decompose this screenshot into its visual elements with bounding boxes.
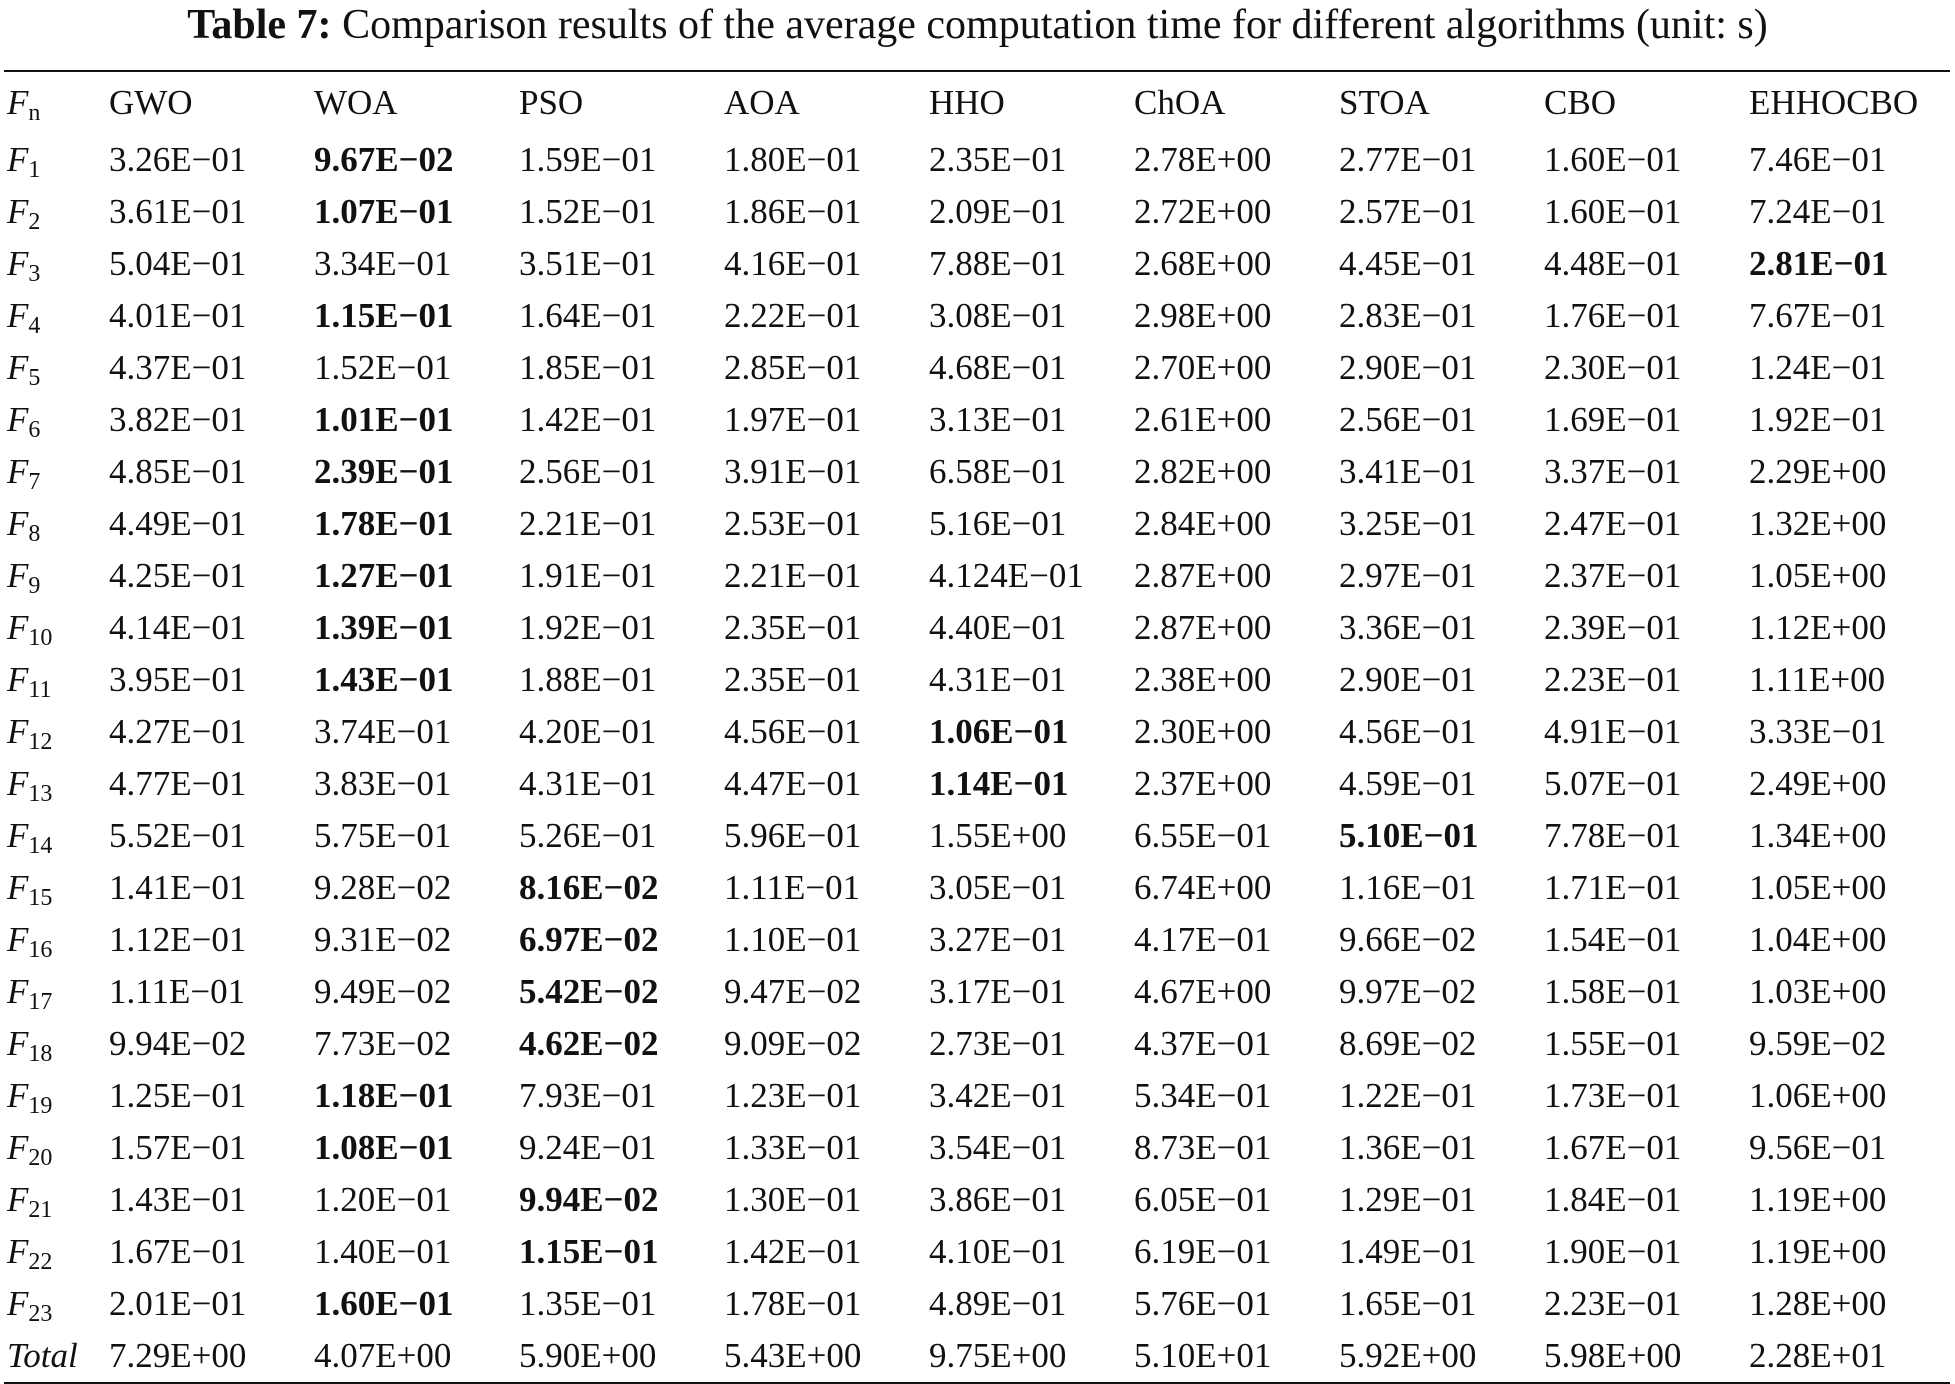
table-cell: 1.52E−01 — [314, 348, 452, 387]
table-cell: 1.64E−01 — [519, 296, 657, 335]
table-cell: 6.74E+00 — [1134, 868, 1272, 907]
header-pso: PSO — [519, 83, 584, 122]
table-cell: 5.07E−01 — [1544, 764, 1682, 803]
table-cell: 6.55E−01 — [1134, 816, 1272, 855]
table-cell: 9.67E−02 — [314, 140, 454, 179]
table-cell: 9.47E−02 — [724, 972, 862, 1011]
table-cell: 4.37E−01 — [1134, 1024, 1272, 1063]
table-cell: 2.85E−01 — [724, 348, 862, 387]
row-function-label: $F_{13}$ — [7, 764, 53, 807]
row-function-label: $F_6$ — [7, 400, 41, 443]
table-cell: 1.60E−01 — [314, 1284, 454, 1323]
table-cell: 2.97E−01 — [1339, 556, 1477, 595]
table-cell: 1.28E+00 — [1749, 1284, 1887, 1323]
row-function-label: $F_5$ — [7, 348, 41, 391]
table-cell: 2.38E+00 — [1134, 660, 1272, 699]
table-row — [4, 914, 1950, 966]
table-cell: 1.30E−01 — [724, 1180, 862, 1219]
table-cell: 2.87E+00 — [1134, 608, 1272, 647]
table-cell: 2.37E−01 — [1544, 556, 1682, 595]
table-cell: 2.90E−01 — [1339, 660, 1477, 699]
row-function-label: $F_2$ — [7, 192, 41, 235]
table-cell: 8.16E−02 — [519, 868, 659, 907]
table-cell: 1.06E−01 — [929, 712, 1069, 751]
table-cell: 2.01E−01 — [109, 1284, 247, 1323]
table-cell: 3.83E−01 — [314, 764, 452, 803]
table-cell: 2.30E+00 — [1134, 712, 1272, 751]
table-row — [4, 758, 1950, 810]
header-ehhocbo: EHHOCBO — [1749, 83, 1919, 122]
table-cell: 1.29E−01 — [1339, 1180, 1477, 1219]
table-cell: 1.97E−01 — [724, 400, 862, 439]
table-cell: 1.58E−01 — [1544, 972, 1682, 1011]
table-cell: 4.17E−01 — [1134, 920, 1272, 959]
table-cell: 4.10E−01 — [929, 1232, 1067, 1271]
table-cell: 6.58E−01 — [929, 452, 1067, 491]
table-cell: 4.25E−01 — [109, 556, 247, 595]
table-cell: 2.21E−01 — [724, 556, 862, 595]
table-cell: 1.84E−01 — [1544, 1180, 1682, 1219]
row-function-label: $F_{21}$ — [7, 1180, 53, 1223]
row-function-label: $F_{15}$ — [7, 868, 53, 911]
table-cell: 9.28E−02 — [314, 868, 452, 907]
table-cell: 1.14E−01 — [929, 764, 1069, 803]
table-cell: 9.94E−02 — [109, 1024, 247, 1063]
table-cell: 1.04E+00 — [1749, 920, 1887, 959]
table-cell: 1.49E−01 — [1339, 1232, 1477, 1271]
row-function-label: $F_{14}$ — [7, 816, 53, 859]
table-row — [4, 498, 1950, 550]
table-caption-text: Comparison results of the average computation time for different algorithms (unit: s) — [342, 2, 1768, 48]
table-row — [4, 654, 1950, 706]
row-function-label: $F_3$ — [7, 244, 41, 287]
table-cell: 1.57E−01 — [109, 1128, 247, 1167]
table-cell: 2.35E−01 — [929, 140, 1067, 179]
total-cell: 2.28E+01 — [1749, 1336, 1887, 1375]
table-cell: 1.07E−01 — [314, 192, 454, 231]
table-cell: 7.46E−01 — [1749, 140, 1887, 179]
table-cell: 2.23E−01 — [1544, 1284, 1682, 1323]
row-function-label: $F_{23}$ — [7, 1284, 53, 1327]
table-cell: 3.54E−01 — [929, 1128, 1067, 1167]
total-cell: 5.43E+00 — [724, 1336, 862, 1375]
table-cell: 2.37E+00 — [1134, 764, 1272, 803]
table-cell: 1.12E−01 — [109, 920, 247, 959]
table-cell: 3.41E−01 — [1339, 452, 1477, 491]
table-caption — [0, 2, 1955, 48]
table-cell: 6.05E−01 — [1134, 1180, 1272, 1219]
table-cell: 1.22E−01 — [1339, 1076, 1477, 1115]
table-cell: 4.48E−01 — [1544, 244, 1682, 283]
table-row — [4, 1070, 1950, 1122]
total-cell: 4.07E+00 — [314, 1336, 452, 1375]
table-cell: 2.77E−01 — [1339, 140, 1477, 179]
row-function-label: $F_7$ — [7, 452, 41, 495]
table-cell: 1.92E−01 — [1749, 400, 1887, 439]
table-cell: 1.54E−01 — [1544, 920, 1682, 959]
table-cell: 3.95E−01 — [109, 660, 247, 699]
table-cell: 5.96E−01 — [724, 816, 862, 855]
table-cell: 1.25E−01 — [109, 1076, 247, 1115]
table-cell: 1.16E−01 — [1339, 868, 1477, 907]
table-caption-label: Table 7: — [187, 2, 332, 48]
table-row — [4, 706, 1950, 758]
table-row — [4, 966, 1950, 1018]
table-row — [4, 342, 1950, 394]
table-cell: 1.60E−01 — [1544, 140, 1682, 179]
table-cell: 1.90E−01 — [1544, 1232, 1682, 1271]
table-cell: 1.23E−01 — [724, 1076, 862, 1115]
table-cell: 1.43E−01 — [109, 1180, 247, 1219]
table-cell: 3.61E−01 — [109, 192, 247, 231]
table-cell: 4.59E−01 — [1339, 764, 1477, 803]
table-cell: 3.08E−01 — [929, 296, 1067, 335]
header-choa: ChOA — [1134, 83, 1226, 122]
table-cell: 2.87E+00 — [1134, 556, 1272, 595]
table-cell: 2.61E+00 — [1134, 400, 1272, 439]
table-row — [4, 1174, 1950, 1226]
table-cell: 3.86E−01 — [929, 1180, 1067, 1219]
table-cell: 3.51E−01 — [519, 244, 657, 283]
row-function-label: $F_{19}$ — [7, 1076, 53, 1119]
table-cell: 1.01E−01 — [314, 400, 454, 439]
table-cell: 2.53E−01 — [724, 504, 862, 543]
table-row — [4, 446, 1950, 498]
table-cell: 7.73E−02 — [314, 1024, 452, 1063]
table-row — [4, 1018, 1950, 1070]
table-cell: 1.43E−01 — [314, 660, 454, 699]
table-cell: 1.24E−01 — [1749, 348, 1887, 387]
table-cell: 9.97E−02 — [1339, 972, 1477, 1011]
table-cell: 1.92E−01 — [519, 608, 657, 647]
table-cell: 2.09E−01 — [929, 192, 1067, 231]
table-cell: 5.10E−01 — [1339, 816, 1479, 855]
total-cell: 7.29E+00 — [109, 1336, 247, 1375]
table-cell: 2.83E−01 — [1339, 296, 1477, 335]
table-cell: 1.86E−01 — [724, 192, 862, 231]
table-cell: 9.56E−01 — [1749, 1128, 1887, 1167]
table-cell: 2.56E−01 — [1339, 400, 1477, 439]
results-table-wrap — [4, 70, 1950, 1384]
table-cell: 1.78E−01 — [314, 504, 454, 543]
table-cell: 5.26E−01 — [519, 816, 657, 855]
table-cell: 1.33E−01 — [724, 1128, 862, 1167]
table-cell: 1.60E−01 — [1544, 192, 1682, 231]
header-cbo: CBO — [1544, 83, 1616, 122]
table-row — [4, 1122, 1950, 1174]
table-cell: 2.35E−01 — [724, 608, 862, 647]
total-label: Total — [7, 1336, 78, 1375]
table-row — [4, 394, 1950, 446]
total-cell: 9.75E+00 — [929, 1336, 1067, 1375]
header-hho: HHO — [929, 83, 1005, 122]
table-cell: 7.78E−01 — [1544, 816, 1682, 855]
table-row — [4, 862, 1950, 914]
table-cell: 4.85E−01 — [109, 452, 247, 491]
table-cell: 1.32E+00 — [1749, 504, 1887, 543]
table-cell: 4.91E−01 — [1544, 712, 1682, 751]
table-cell: 1.41E−01 — [109, 868, 247, 907]
table-cell: 1.12E+00 — [1749, 608, 1887, 647]
table-cell: 4.62E−02 — [519, 1024, 659, 1063]
table-cell: 2.39E−01 — [1544, 608, 1682, 647]
table-cell: 3.13E−01 — [929, 400, 1067, 439]
table-cell: 3.91E−01 — [724, 452, 862, 491]
table-cell: 3.26E−01 — [109, 140, 247, 179]
table-cell: 2.78E+00 — [1134, 140, 1272, 179]
table-cell: 1.18E−01 — [314, 1076, 454, 1115]
table-cell: 7.67E−01 — [1749, 296, 1887, 335]
table-row — [4, 810, 1950, 862]
table-cell: 4.56E−01 — [1339, 712, 1477, 751]
total-cell: 5.92E+00 — [1339, 1336, 1477, 1375]
table-cell: 2.57E−01 — [1339, 192, 1477, 231]
table-cell: 6.97E−02 — [519, 920, 659, 959]
table-cell: 2.35E−01 — [724, 660, 862, 699]
header-gwo: GWO — [109, 83, 193, 122]
table-row — [4, 1278, 1950, 1330]
table-cell: 4.124E−01 — [929, 556, 1084, 595]
table-cell: 1.05E+00 — [1749, 868, 1887, 907]
row-function-label: $F_8$ — [7, 504, 41, 547]
header-woa: WOA — [314, 83, 398, 122]
row-function-label: $F_4$ — [7, 296, 41, 339]
table-cell: 4.40E−01 — [929, 608, 1067, 647]
table-cell: 2.84E+00 — [1134, 504, 1272, 543]
table-cell: 2.70E+00 — [1134, 348, 1272, 387]
table-cell: 1.20E−01 — [314, 1180, 452, 1219]
table-cell: 1.42E−01 — [724, 1232, 862, 1271]
table-cell: 1.91E−01 — [519, 556, 657, 595]
table-cell: 4.31E−01 — [929, 660, 1067, 699]
total-cell: 5.98E+00 — [1544, 1336, 1682, 1375]
table-cell: 1.15E−01 — [519, 1232, 659, 1271]
table-cell: 1.69E−01 — [1544, 400, 1682, 439]
table-cell: 2.90E−01 — [1339, 348, 1477, 387]
row-function-label: $F_{11}$ — [7, 660, 52, 703]
table-cell: 1.11E−01 — [109, 972, 246, 1011]
table-cell: 9.09E−02 — [724, 1024, 862, 1063]
table-row — [4, 134, 1950, 186]
table-cell: 2.72E+00 — [1134, 192, 1272, 231]
header-fn: $F_n$ — [7, 83, 41, 126]
table-cell: 5.76E−01 — [1134, 1284, 1272, 1323]
table-cell: 1.78E−01 — [724, 1284, 862, 1323]
table-cell: 1.73E−01 — [1544, 1076, 1682, 1115]
table-cell: 1.85E−01 — [519, 348, 657, 387]
table-cell: 3.37E−01 — [1544, 452, 1682, 491]
table-cell: 3.42E−01 — [929, 1076, 1067, 1115]
table-cell: 9.24E−01 — [519, 1128, 657, 1167]
table-cell: 4.49E−01 — [109, 504, 247, 543]
table-cell: 3.36E−01 — [1339, 608, 1477, 647]
table-cell: 2.21E−01 — [519, 504, 657, 543]
table-cell: 3.25E−01 — [1339, 504, 1477, 543]
header-aoa: AOA — [724, 83, 800, 122]
table-cell: 2.82E+00 — [1134, 452, 1272, 491]
table-cell: 2.81E−01 — [1749, 244, 1889, 283]
table-cell: 3.34E−01 — [314, 244, 452, 283]
table-cell: 1.10E−01 — [724, 920, 862, 959]
table-cell: 1.80E−01 — [724, 140, 862, 179]
row-function-label: $F_{22}$ — [7, 1232, 53, 1275]
row-function-label: $F_{20}$ — [7, 1128, 53, 1171]
table-cell: 1.11E−01 — [724, 868, 861, 907]
table-cell: 5.42E−02 — [519, 972, 659, 1011]
table-cell: 5.75E−01 — [314, 816, 452, 855]
table-cell: 8.73E−01 — [1134, 1128, 1272, 1167]
total-row — [4, 1330, 1950, 1382]
table-cell: 1.40E−01 — [314, 1232, 452, 1271]
table-cell: 2.30E−01 — [1544, 348, 1682, 387]
table-cell: 2.23E−01 — [1544, 660, 1682, 699]
results-table — [4, 72, 1950, 1382]
table-cell: 2.49E+00 — [1749, 764, 1887, 803]
table-cell: 3.33E−01 — [1749, 712, 1887, 751]
table-cell: 1.67E−01 — [109, 1232, 247, 1271]
table-cell: 4.27E−01 — [109, 712, 247, 751]
table-cell: 3.82E−01 — [109, 400, 247, 439]
table-cell: 1.19E+00 — [1749, 1180, 1887, 1219]
table-cell: 2.98E+00 — [1134, 296, 1272, 335]
table-cell: 1.08E−01 — [314, 1128, 454, 1167]
table-cell: 1.55E+00 — [929, 816, 1067, 855]
table-cell: 4.77E−01 — [109, 764, 247, 803]
table-header-row — [4, 72, 1950, 134]
table-cell: 6.19E−01 — [1134, 1232, 1272, 1271]
table-cell: 1.67E−01 — [1544, 1128, 1682, 1167]
header-stoa: STOA — [1339, 83, 1430, 122]
table-cell: 1.35E−01 — [519, 1284, 657, 1323]
table-cell: 2.68E+00 — [1134, 244, 1272, 283]
table-cell: 2.29E+00 — [1749, 452, 1887, 491]
table-row — [4, 290, 1950, 342]
table-cell: 9.66E−02 — [1339, 920, 1477, 959]
table-cell: 1.36E−01 — [1339, 1128, 1477, 1167]
table-cell: 1.42E−01 — [519, 400, 657, 439]
table-cell: 4.47E−01 — [724, 764, 862, 803]
table-cell: 4.45E−01 — [1339, 244, 1477, 283]
table-cell: 1.88E−01 — [519, 660, 657, 699]
table-cell: 7.93E−01 — [519, 1076, 657, 1115]
row-function-label: $F_{17}$ — [7, 972, 53, 1015]
table-cell: 4.31E−01 — [519, 764, 657, 803]
table-cell: 5.16E−01 — [929, 504, 1067, 543]
table-cell: 4.37E−01 — [109, 348, 247, 387]
table-cell: 9.59E−02 — [1749, 1024, 1887, 1063]
table-cell: 1.11E+00 — [1749, 660, 1886, 699]
table-cell: 3.17E−01 — [929, 972, 1067, 1011]
table-cell: 1.15E−01 — [314, 296, 454, 335]
row-function-label: $F_{18}$ — [7, 1024, 53, 1067]
table-cell: 2.39E−01 — [314, 452, 454, 491]
table-cell: 1.05E+00 — [1749, 556, 1887, 595]
table-row — [4, 238, 1950, 290]
table-cell: 7.88E−01 — [929, 244, 1067, 283]
table-cell: 2.56E−01 — [519, 452, 657, 491]
table-cell: 1.06E+00 — [1749, 1076, 1887, 1115]
total-cell: 5.90E+00 — [519, 1336, 657, 1375]
table-cell: 1.39E−01 — [314, 608, 454, 647]
row-function-label: $F_1$ — [7, 140, 41, 183]
table-cell: 1.76E−01 — [1544, 296, 1682, 335]
table-row — [4, 602, 1950, 654]
table-cell: 3.27E−01 — [929, 920, 1067, 959]
table-cell: 4.16E−01 — [724, 244, 862, 283]
table-cell: 8.69E−02 — [1339, 1024, 1477, 1063]
table-cell: 2.47E−01 — [1544, 504, 1682, 543]
table-cell: 4.56E−01 — [724, 712, 862, 751]
table-cell: 1.34E+00 — [1749, 816, 1887, 855]
table-cell: 4.68E−01 — [929, 348, 1067, 387]
row-function-label: $F_9$ — [7, 556, 41, 599]
row-function-label: $F_{12}$ — [7, 712, 53, 755]
table-row — [4, 550, 1950, 602]
row-function-label: $F_{10}$ — [7, 608, 53, 651]
table-cell: 1.03E+00 — [1749, 972, 1887, 1011]
table-cell: 3.74E−01 — [314, 712, 452, 751]
table-cell: 2.73E−01 — [929, 1024, 1067, 1063]
table-body — [4, 134, 1950, 1382]
table-cell: 5.52E−01 — [109, 816, 247, 855]
table-cell: 9.31E−02 — [314, 920, 452, 959]
table-cell: 7.24E−01 — [1749, 192, 1887, 231]
table-cell: 2.22E−01 — [724, 296, 862, 335]
table-cell: 1.27E−01 — [314, 556, 454, 595]
table-cell: 1.19E+00 — [1749, 1232, 1887, 1271]
table-cell: 4.89E−01 — [929, 1284, 1067, 1323]
table-cell: 3.05E−01 — [929, 868, 1067, 907]
row-function-label: $F_{16}$ — [7, 920, 53, 963]
table-row — [4, 1226, 1950, 1278]
total-cell: 5.10E+01 — [1134, 1336, 1272, 1375]
table-cell: 1.65E−01 — [1339, 1284, 1477, 1323]
table-cell: 5.04E−01 — [109, 244, 247, 283]
table-cell: 4.01E−01 — [109, 296, 247, 335]
table-cell: 4.14E−01 — [109, 608, 247, 647]
table-cell: 4.67E+00 — [1134, 972, 1272, 1011]
table-cell: 9.49E−02 — [314, 972, 452, 1011]
table-cell: 9.94E−02 — [519, 1180, 659, 1219]
table-cell: 1.71E−01 — [1544, 868, 1682, 907]
table-cell: 1.55E−01 — [1544, 1024, 1682, 1063]
table-cell: 4.20E−01 — [519, 712, 657, 751]
table-cell: 1.52E−01 — [519, 192, 657, 231]
table-cell: 5.34E−01 — [1134, 1076, 1272, 1115]
table-cell: 1.59E−01 — [519, 140, 657, 179]
table-row — [4, 186, 1950, 238]
